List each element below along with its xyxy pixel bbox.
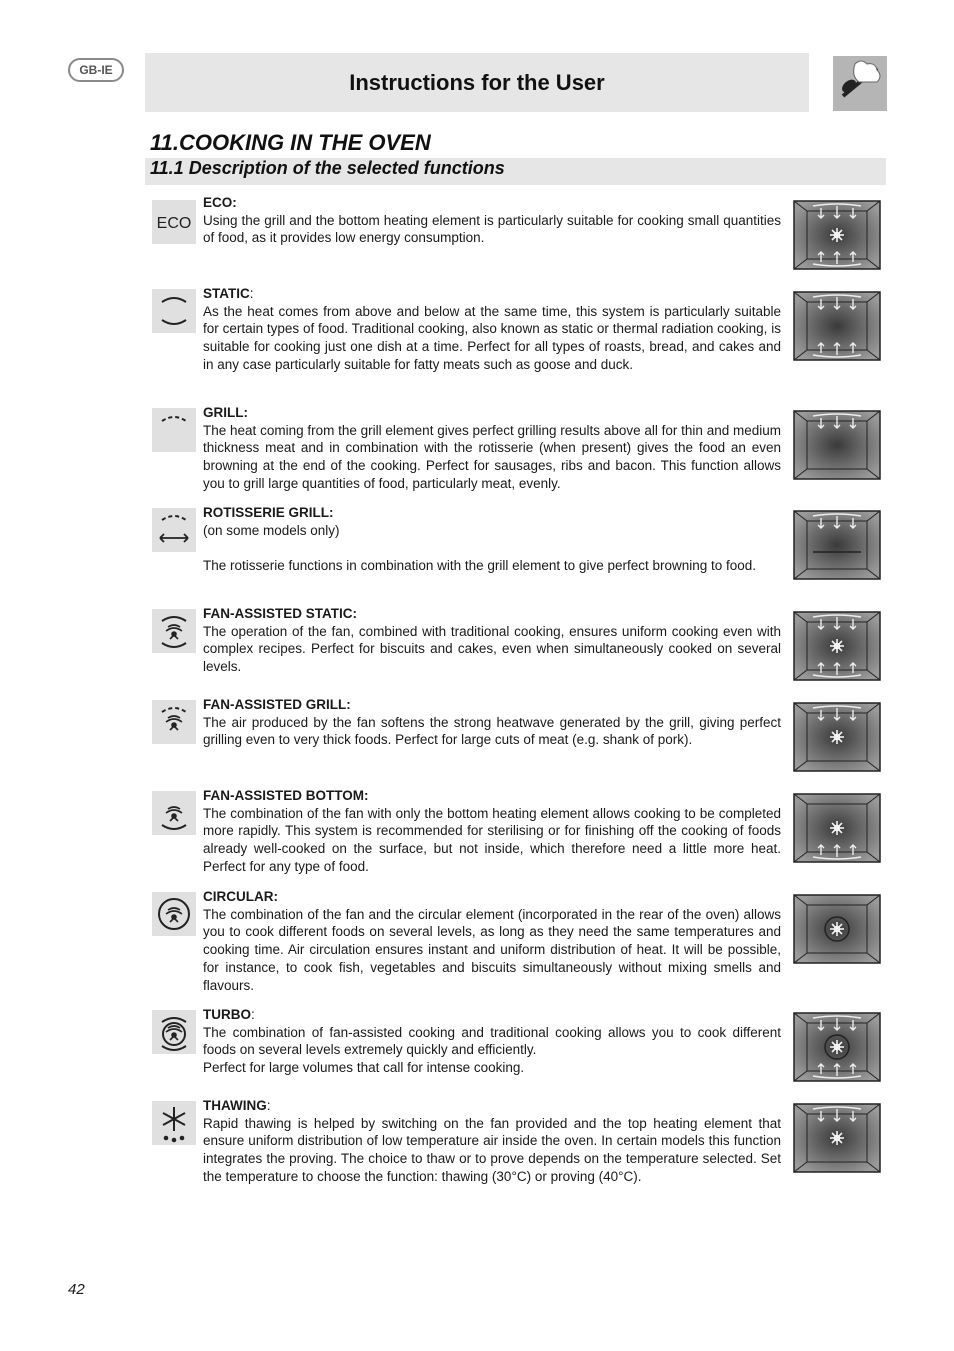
oven-diagram — [793, 1103, 881, 1173]
oven-diagram — [793, 410, 881, 480]
grill-icon — [152, 408, 196, 452]
function-text: ROTISSERIE GRILL: (on some models only) The rotisserie functions in combination with the grill element to give perfect browning to food. — [203, 505, 757, 574]
language-badge: GB-IE — [68, 58, 124, 82]
svg-text:ECO: ECO — [156, 215, 192, 232]
static-icon — [152, 289, 196, 333]
function-text: FAN-ASSISTED GRILL: The air produced by the fan softens the strong heatwave generated by the grill, giving perfect grilling even to very thick foods. Perfect for large cuts of meat (e.g. shank of pork). — [203, 697, 781, 748]
fan-grill-icon — [152, 700, 196, 744]
function-text: FAN-ASSISTED BOTTOM: The combination of the fan with only the bottom heating element allows cooking to be completed more rapidly. This system is recommended for sterilising or for finishing off the cooking of foods already well-cooked on the surface, but not inside, which therefore need a little more heat. Perfect for any type of food. — [203, 788, 781, 874]
function-text: GRILL: The heat coming from the grill element gives perfect grilling results above all for thin and medium thickness meat and in combination with the rotisserie (when present) gives the food an even browning at the end of the cooking. Perfect for sausages, ribs and bacon. This function allows you to grill large quantities of food, particularly meat, evenly. — [203, 405, 781, 491]
header-title: Instructions for the User — [349, 69, 605, 95]
function-text: TURBO: The combination of fan-assisted cooking and traditional cooking allows you to cook different foods on several levels extremely quickly and efficiently. Perfect for large volumes that call for intense cooking. — [203, 1007, 781, 1076]
fan-bottom-icon — [152, 791, 196, 835]
oven-diagram — [793, 793, 881, 863]
oven-diagram — [793, 510, 881, 580]
turbo-icon — [152, 1010, 196, 1054]
function-text: ECO: Using the grill and the bottom heating element is particularly suitable for cooking small quantities of food, as it provides low energy consumption. — [203, 195, 781, 246]
chef-logo-icon — [833, 56, 887, 111]
function-text: CIRCULAR: The combination of the fan and the circular element (incorporated in the rear of the oven) allows you to cook different foods on several levels, as long as they need the same temperatures and cooking time. Air circulation ensures instant and uniform distribution of heat. It will be possible, for instance, to cook fish, vegetables and biscuits simultaneously without mixing smells and flavours. — [203, 889, 781, 993]
oven-diagram — [793, 611, 881, 681]
chapter-title: 11.COOKING IN THE OVEN — [150, 130, 431, 155]
page-header — [145, 53, 809, 112]
oven-diagram — [793, 291, 881, 361]
circular-icon — [152, 892, 196, 936]
rotisserie-icon — [152, 508, 196, 552]
section-subtitle: 11.1 Description of the selected functions — [150, 158, 505, 178]
fan-static-icon — [152, 609, 196, 653]
function-text: THAWING: Rapid thawing is helped by switching on the fan provided and the top heating element that ensure uniform distribution of low temperature air inside the oven. In certain models this function integrates the proving. The choice to thaw or to prove depends on the temperature selected. Set the temperature to choose the function: thawing (30°C) or proving (40°C). — [203, 1098, 781, 1184]
oven-diagram — [793, 702, 881, 772]
page-number: 42 — [68, 1281, 85, 1298]
eco-icon — [152, 200, 196, 244]
oven-diagram — [793, 894, 881, 964]
function-text: STATIC: As the heat comes from above and below at the same time, this system is particularly suitable for certain types of food. Traditional cooking, also known as static or thermal radiation cooking, is suitable for cooking just one dish at a time. Perfect for all types of roasts, bread, and cakes and in any case particularly suitable for fatty meats such as goose and duck. — [203, 286, 781, 372]
function-text: FAN-ASSISTED STATIC: The operation of the fan, combined with traditional cooking, ensures uniform cooking even with complex recipes. Perfect for biscuits and cakes, even when simultaneously cooked on several levels. — [203, 606, 781, 675]
oven-diagram — [793, 1012, 881, 1082]
snowflake-icon — [152, 1101, 196, 1145]
oven-diagram — [793, 200, 881, 270]
